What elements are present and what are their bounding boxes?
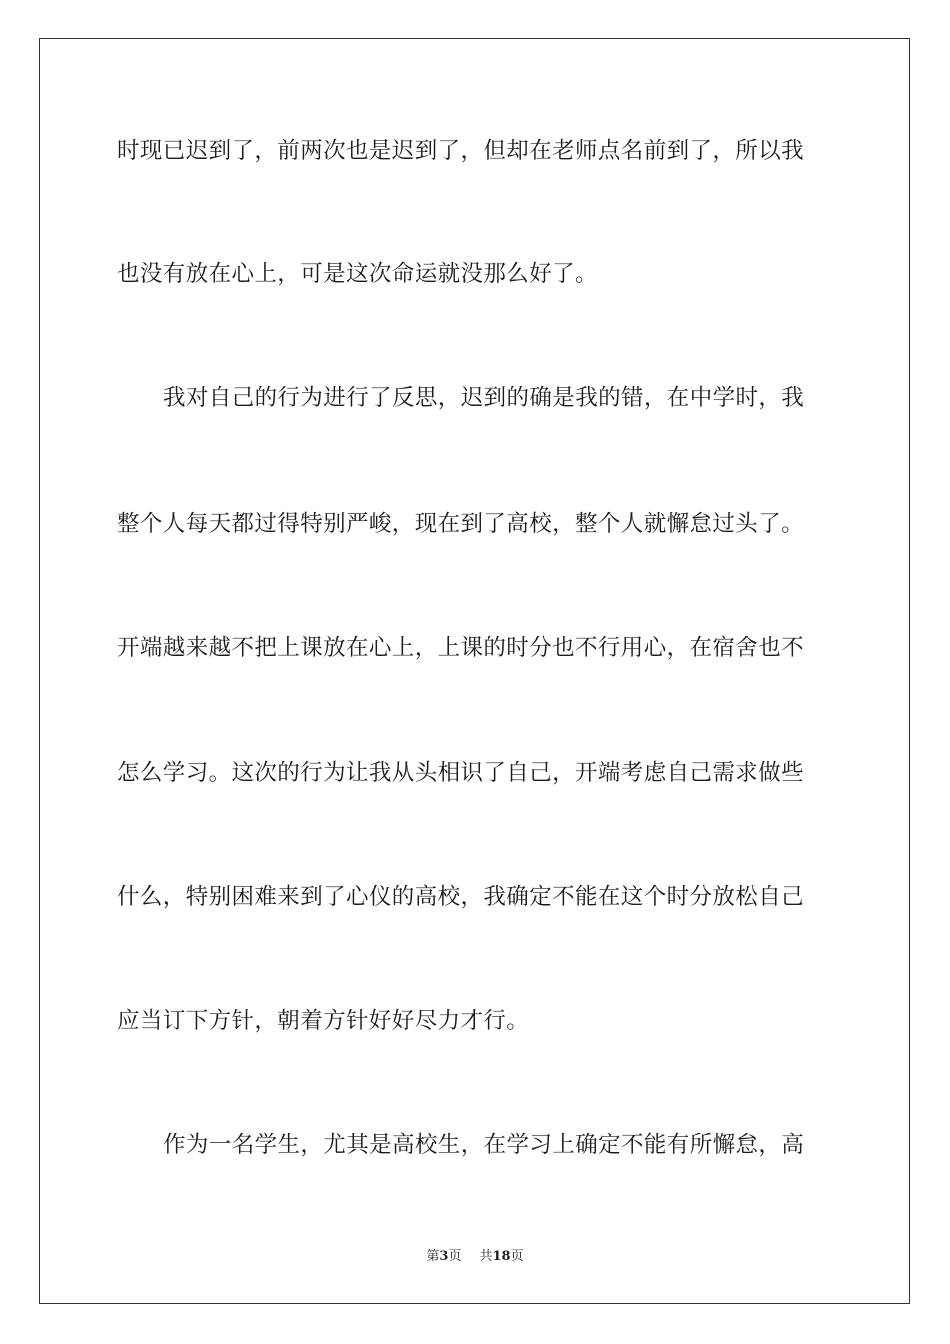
total-suffix: 页	[510, 1249, 524, 1264]
total-pages: 18	[492, 1249, 511, 1264]
text-line-3: 我对自己的行为进行了反思，迟到的确是我的错，在中学时，我	[163, 385, 805, 411]
text-line-2: 也没有放在心上，可是这次命运就没那么好了。	[117, 261, 598, 287]
page-prefix: 第	[426, 1249, 440, 1264]
text-line-9: 作为一名学生，尤其是高校生，在学习上确定不能有所懈怠，高	[163, 1132, 805, 1158]
text-line-5: 开端越来越不把上课放在心上，上课的时分也不行用心，在宿舍也不	[117, 635, 805, 661]
page-border	[39, 38, 910, 1304]
text-line-4: 整个人每天都过得特别严峻，现在到了高校，整个人就懈怠过头了。	[117, 511, 805, 537]
page-suffix: 页	[448, 1249, 462, 1264]
page-footer	[0, 1248, 950, 1266]
text-line-8: 应当订下方针，朝着方针好好尽力才行。	[117, 1008, 530, 1034]
total-prefix: 共	[479, 1249, 493, 1264]
page-number: 3	[439, 1249, 449, 1264]
text-line-6: 怎么学习。这次的行为让我从头相识了自己，开端考虑自己需求做些	[117, 760, 805, 786]
text-line-7: 什么，特别困难来到了心仪的高校，我确定不能在这个时分放松自己	[117, 884, 805, 910]
text-line-1: 时现已迟到了，前两次也是迟到了，但却在老师点名前到了，所以我	[117, 138, 805, 164]
